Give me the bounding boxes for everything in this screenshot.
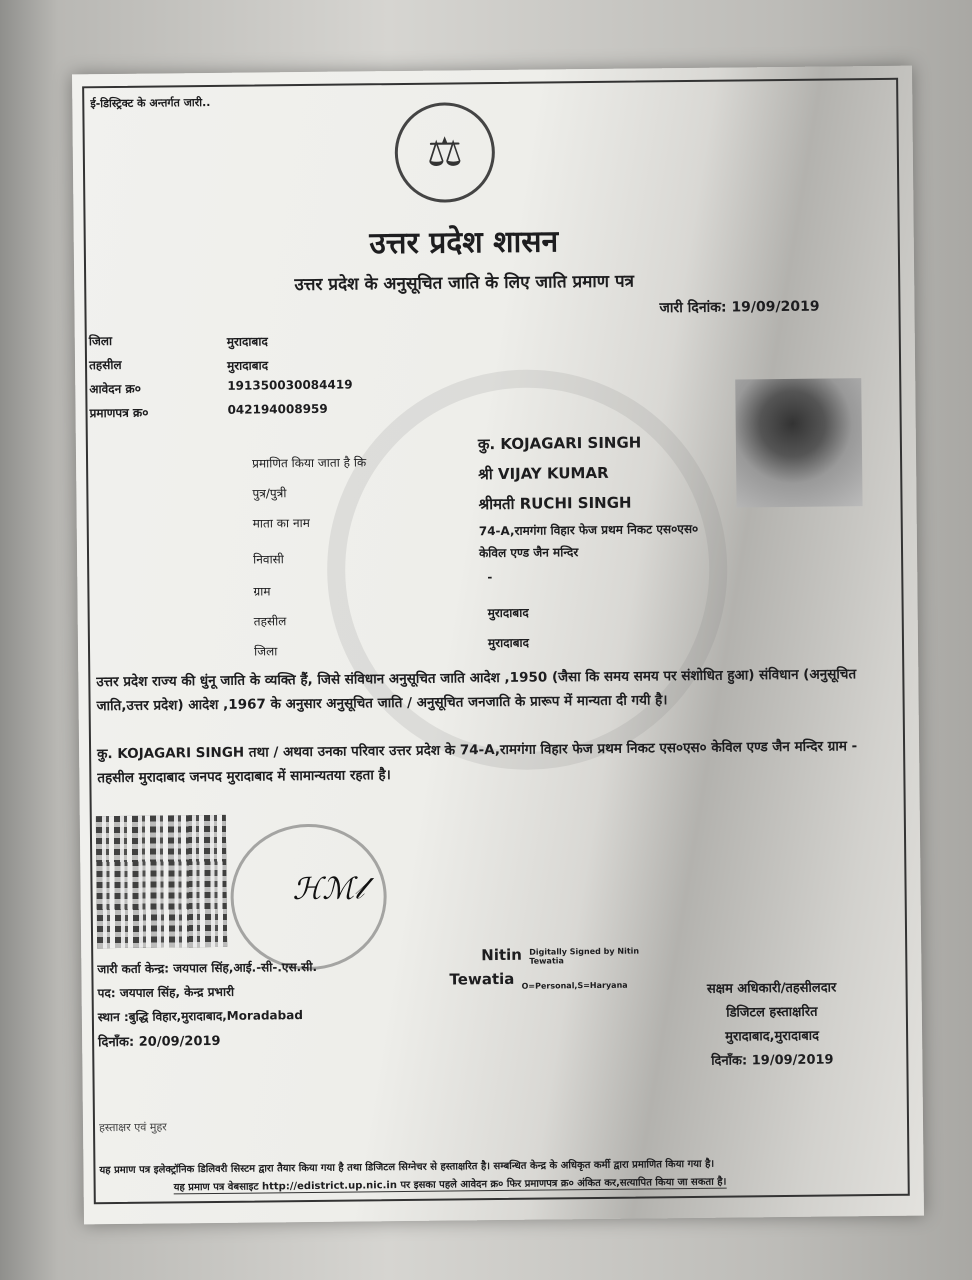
- issuer-date: दिनाँक: 20/09/2019: [98, 1033, 221, 1051]
- certify-label: निवासी: [253, 552, 284, 567]
- issuer-place: स्थान :बुद्धि विहार,मुरादाबाद,Moradabad: [97, 1008, 303, 1025]
- signed-by-note: Digitally Signed by Nitin Tewatia: [529, 946, 640, 966]
- authority-title: सक्षम अधिकारी/तहसीलदार: [706, 980, 837, 997]
- certify-value: -: [487, 570, 493, 585]
- certify-label: पुत्र/पुत्री: [252, 486, 287, 501]
- applicant-photo: [735, 378, 862, 507]
- field-label: जिला: [88, 334, 113, 349]
- signer-first-name: Nitin: [481, 945, 523, 965]
- field-value: 042194008959: [227, 401, 328, 417]
- issuer-center: जारी कर्ता केन्द्र: जयपाल सिंह,आई.-सी-.एस.सी.: [97, 959, 318, 977]
- qr-code: [96, 815, 227, 948]
- certify-value: मुरादाबाद: [487, 605, 529, 621]
- field-label: प्रमाणपत्र क्र०: [89, 405, 149, 421]
- issuer-post: पद: जयपाल सिंह, केन्द्र प्रभारी: [97, 984, 235, 1001]
- footer-note: यह प्रमाण पत्र इलेक्ट्रॉनिक डिलिवरी सिस्टम द्वारा तैयार किया गया है तथा डिजिटल सिग्नेचर से हस्ताक्षरित है। सम्बन्धित केन्द्र के अधिकृत कर्मी द्वारा प्रमाणित किया गया है।: [99, 1158, 715, 1177]
- certify-label: ग्राम: [253, 584, 271, 599]
- residence-statement: कु. KOJAGARI SINGH तथा / अथवा उनका परिवार उत्तर प्रदेश के 74-A,रामगंगा विहार फेज प्रथम निकट एस०एस० केविल एण्ड जैन मन्दिर ग्राम - तहसील मुरादाबाद जनपद मुरादाबाद में सामान्यतया रहता है।: [97, 738, 858, 787]
- certify-value: श्री VIJAY KUMAR: [478, 463, 609, 484]
- handwritten-signature: ℋℳ𝓁: [292, 871, 365, 908]
- certify-label: जिला: [253, 644, 278, 659]
- field-label: आवेदन क्र०: [89, 381, 141, 397]
- field-label: तहसील: [88, 357, 122, 373]
- page-title: उत्तर प्रदेश शासन: [369, 224, 559, 262]
- certify-value: कु. KOJAGARI SINGH: [477, 433, 642, 454]
- authority-signed: डिजिटल हस्ताक्षरित: [726, 1004, 818, 1021]
- page-subtitle: उत्तर प्रदेश के अनुसूचित जाति के लिए जाति प्रमाण पत्र: [294, 271, 635, 296]
- certify-value: मुरादाबाद: [487, 635, 530, 651]
- authority-date: दिनाँक: 19/09/2019: [711, 1052, 834, 1069]
- sign-seal-label: हस्ताक्षर एवं मुहर: [98, 1120, 167, 1135]
- signer-org: O=Personal,S=Haryana: [521, 980, 628, 991]
- issue-date: जारी दिनांक: 19/09/2019: [659, 298, 820, 317]
- certify-value: 74-A,रामगंगा विहार फेज प्रथम निकट एस०एस० केविल एण्ड जैन मन्दिर: [478, 521, 699, 561]
- authority-block: [671, 976, 872, 1074]
- authority-place: मुरादाबाद,मुरादाबाद: [725, 1028, 820, 1045]
- field-value: मुरादाबाद: [226, 334, 268, 349]
- signer-last-name: Tewatia: [449, 969, 515, 989]
- state-emblem-icon: ⚖: [394, 102, 495, 203]
- header-note: ई-डिस्ट्रिक्ट के अन्तर्गत जारी..: [90, 95, 211, 111]
- certificate-page: [72, 66, 924, 1225]
- certify-label: माता का नाम: [252, 515, 310, 531]
- certify-label: तहसील: [253, 614, 287, 629]
- field-value: मुरादाबाद: [226, 358, 269, 373]
- certify-label: प्रमाणित किया जाता है कि: [252, 455, 367, 471]
- caste-statement: उत्तर प्रदेश राज्य की धुंनू जाति के व्यक्ति हैं, जिसे संविधान अनुसूचित जाति आदेश ,1950 (जैसा कि समय समय पर संशोधित हुआ) संविधान (अनुसूचित जाति,उत्तर प्रदेश) आदेश ,1967 के अनुसार अनुसूचित जाति / अनुसूचित जनजाति के प्रारूप में मान्यता दी गयी है।: [96, 666, 857, 715]
- footer-verification-note: यह प्रमाण पत्र वेबसाइट http://edistrict.up.nic.in पर इसका पहले आवेदन क्र० फिर प्रमाणपत्र क्र० अंकित कर,सत्यापित किया जा सकता है।: [174, 1174, 727, 1195]
- certify-value: श्रीमती RUCHI SINGH: [478, 493, 632, 514]
- field-value: 191350030084419: [227, 377, 353, 393]
